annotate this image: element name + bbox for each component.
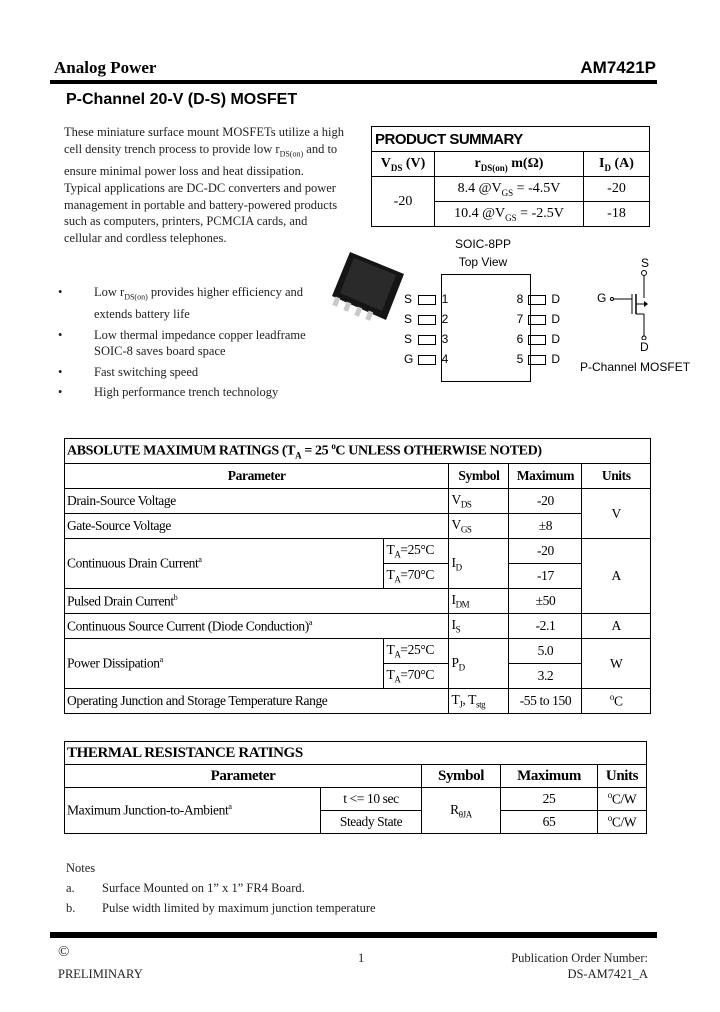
rds-value: 10.4 $@V_{GS} = -2.5V$ [435,202,584,227]
id-header: $I_D$ (A) [584,152,650,177]
param-cell: Drain-Source Voltage [65,489,449,514]
unit-cell: $^o$C/W [598,788,647,811]
symbol-cell: $V_{GS}$ [449,514,509,539]
condition-cell: t <= 10 sec [321,788,422,811]
symbol-source-label: S [641,256,650,270]
right-pins [512,289,560,369]
thermal-resistance-table [64,741,647,834]
max-cell: ±8 [509,514,582,539]
feature-list [58,284,338,405]
footer-rule [50,932,657,938]
condition-cell: $T_A=25^\circ C$ [384,639,449,664]
package-photo [328,248,408,324]
max-cell: 5.0 [509,639,582,664]
vds-header: $V_{DS}$ (V) [372,152,435,177]
header-rule [50,80,657,84]
notes-title: Notes [66,861,96,875]
abs-max-caption: ABSOLUTE MAXIMUM RATINGS ($T_A = 25$ $^o$C UNLESS OTHERWISE NOTED) [65,439,651,464]
unit-cell: $^o$C/W [598,811,647,834]
notes-section [66,858,376,918]
note-a: a. Surface Mounted on 1” x 1” FR4 Board. [66,881,305,895]
col-units: Units [598,765,647,788]
max-cell: -55 to 150 [509,689,582,714]
page-number: 1 [358,951,365,965]
feature-item: • High performance trench technology [58,384,338,401]
col-symbol: Symbol [422,765,501,788]
pin-row: S 2 [404,312,449,326]
symbol-cell: $R_{\theta JA}$ [422,788,501,834]
mosfet-symbol-icon [606,270,656,340]
symbol-cell: $V_{DS}$ [449,489,509,514]
page-title: P-Channel 20-V (D-S) MOSFET [66,91,298,108]
feature-item: • Low thermal impedance copper leadframe SOIC-8 saves board space [58,327,338,360]
param-cell: Power Dissipation$^a$ [65,639,384,689]
pin-row: 6 D [516,332,560,346]
feature-item: • Low $r_{DS(on)}$ provides higher efficiency and extends battery life [58,284,338,323]
symbol-drain-label: D [640,340,649,354]
pin-row: 5 D [516,352,560,366]
col-parameter: Parameter [65,765,422,788]
condition-cell: $T_A=70^\circ C$ [384,564,449,589]
param-cell: Continuous Source Current (Diode Conduction)$^a$ [65,614,449,639]
id-value: -18 [584,202,650,227]
package-name: SOIC-8PP [454,237,511,251]
pin-row: 7 D [516,312,560,326]
copyright-symbol: © [58,944,70,960]
package-view: Top View [458,255,508,269]
max-cell: ±50 [509,589,582,614]
pin-row: S 1 [404,292,449,306]
param-cell: Continuous Drain Current$^a$ [65,539,384,589]
col-maximum: Maximum [501,765,598,788]
product-summary-table [371,126,650,227]
publication-label: Publication Order Number: [511,951,648,965]
unit-cell: W [582,639,651,689]
id-value: -20 [584,177,650,202]
product-summary-caption: PRODUCT SUMMARY [372,127,650,152]
symbol-cell: $I_S$ [449,614,509,639]
symbol-cell: $I_{DM}$ [449,589,509,614]
rds-value: 8.4 $@V_{GS} = -4.5V$ [435,177,584,202]
max-cell: -20 [509,489,582,514]
symbol-caption: P-Channel MOSFET [580,360,691,374]
symbol-cell: $P_D$ [449,639,509,689]
note-b: b. Pulse width limited by maximum junction temperature [66,901,376,915]
publication-number: DS-AM7421_A [567,967,648,981]
condition-cell: Steady State [321,811,422,834]
col-maximum: Maximum [509,464,582,489]
left-pins [404,289,454,369]
condition-cell: $T_A=70^\circ C$ [384,664,449,689]
unit-cell: $^o$C [582,689,651,714]
intro-paragraph: These miniature surface mount MOSFETs utilize a high cell density trench process to provide low $r_{DS(on)}$ and to ensure minimal power loss and heat dissipation. Typical applications are DC-DC converters and power management in portable and battery-powered products such as computers, printers, PCMCIA cards, and cellular and cordless telephones. [64,125,344,246]
preliminary-label: PRELIMINARY [58,967,143,981]
vds-value: -20 [372,177,435,227]
unit-cell: A [582,539,651,614]
param-cell: Operating Junction and Storage Temperature Range [65,689,449,714]
pin-row: S 3 [404,332,449,346]
max-cell: -2.1 [509,614,582,639]
condition-cell: $T_A=25^\circ C$ [384,539,449,564]
max-cell: 25 [501,788,598,811]
param-cell: Gate-Source Voltage [65,514,449,539]
max-cell: 65 [501,811,598,834]
max-cell: 3.2 [509,664,582,689]
symbol-cell: $T_J$, $T_{stg}$ [449,689,509,714]
rds-header: $r_{DS(on)}$ m(Ω) [435,152,584,177]
part-number: AM7421P [580,58,656,77]
param-cell: Pulsed Drain Current$^b$ [65,589,449,614]
col-symbol: Symbol [449,464,509,489]
col-parameter: Parameter [65,464,449,489]
pin-row: G 4 [404,352,449,366]
feature-item: • Fast switching speed [58,364,338,381]
col-units: Units [582,464,651,489]
absolute-max-ratings-table [64,438,651,714]
unit-cell: A [582,614,651,639]
thermal-caption: THERMAL RESISTANCE RATINGS [65,742,647,765]
symbol-gate-label: G [597,291,607,305]
symbol-cell: $I_D$ [449,539,509,589]
pin-row: 8 D [516,292,560,306]
max-cell: -17 [509,564,582,589]
company-name: Analog Power [54,58,157,77]
param-cell: Maximum Junction-to-Ambient$^a$ [65,788,321,834]
max-cell: -20 [509,539,582,564]
unit-cell: V [582,489,651,539]
